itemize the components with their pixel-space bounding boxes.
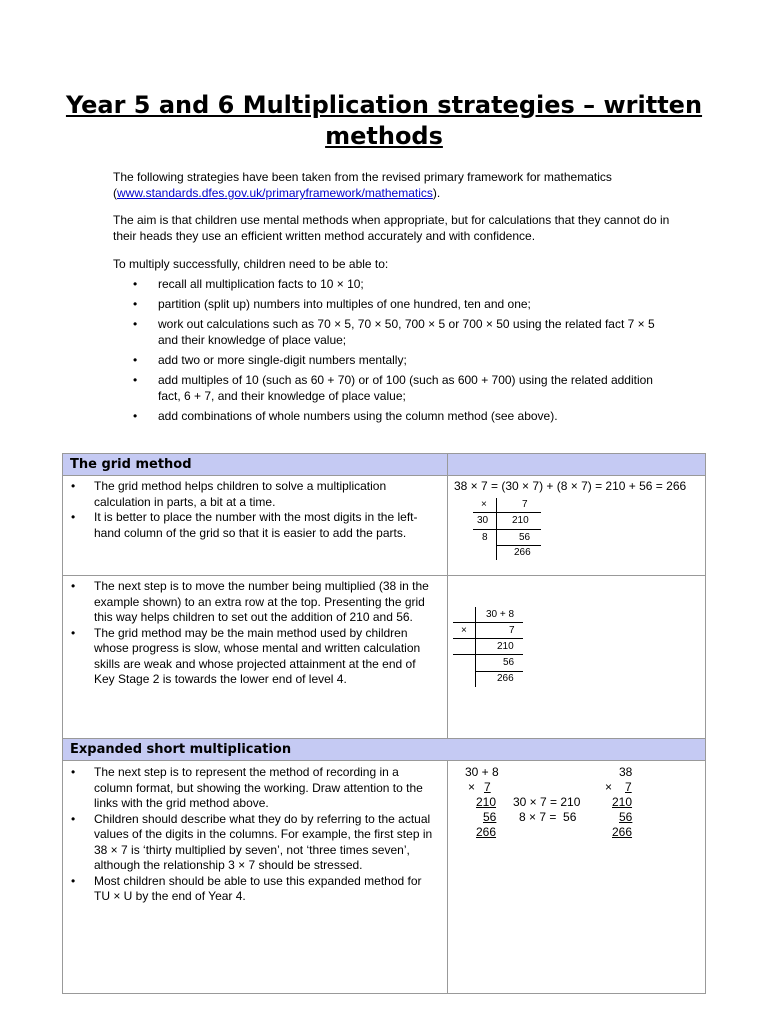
list-item: • add two or more single-digit numbers mentally; — [133, 353, 407, 367]
list-item: • The next step is to move the number being multiplied (38 in the example shown) to an extra row at the top. Presenting the grid this way helps children to set out the addition of 210 and 56. — [71, 579, 429, 624]
list-item: • partition (split up) numbers into multiples of one hundred, ten and one; — [133, 297, 531, 311]
bullet-icon: • — [71, 873, 76, 888]
bullet-icon: • — [133, 297, 138, 311]
times-sign: × — [461, 625, 467, 636]
grid-method-row1-text — [63, 479, 443, 541]
times-sign: × — [481, 499, 487, 510]
expanded-heading: Expanded short multiplication — [70, 742, 292, 757]
list-item: • recall all multiplication facts to 10 × 10; — [133, 277, 364, 291]
list-item: • The grid method may be the main method used by children whose progress is slow, whose mental and written calculation skills are weak and whose projected attainment at the end of Key Stage 2 is towards the lower end of level 4. — [71, 625, 421, 686]
column-divider — [447, 475, 448, 748]
list-item: • The next step is to represent the method of recording in a column format, but showing the working. Draw attention to the links with the grid method above. — [71, 765, 423, 810]
list-item: • The grid method helps children to solve a multiplication calculation in parts, a bit at a time. — [71, 479, 387, 509]
bullet-icon: • — [71, 479, 76, 493]
row-divider — [63, 575, 705, 576]
bullet-icon: • — [71, 510, 76, 524]
bullet-icon: • — [133, 409, 138, 423]
intro-source-end: ). — [432, 186, 441, 200]
list-item: • add multiples of 10 (such as 60 + 70) or of 100 (such as 600 + 700) using the related addition fact, 6 + 7, and their knowledge of place value; — [133, 373, 653, 403]
bullet-icon: • — [133, 317, 138, 331]
grid-method-header — [63, 454, 705, 476]
grid-method-row2-text — [63, 579, 443, 688]
bullet-icon: • — [71, 625, 76, 640]
bullet-icon: • — [133, 373, 138, 387]
intro-paragraph-source — [113, 169, 673, 201]
list-item: • It is better to place the number with the most digits in the left-hand column of the grid so that it is easier to add the parts. — [71, 510, 418, 540]
requirements-list — [113, 276, 673, 428]
intro-paragraph-requirements: To multiply successfully, children need to be able to: — [113, 257, 389, 271]
grid-equation: 38 × 7 = (30 × 7) + (8 × 7) = 210 + 56 = 266 — [454, 479, 687, 493]
bullet-icon: • — [71, 579, 76, 593]
intro-source-text: The following strategies have been taken from the revised primary framework for mathematics ( — [113, 170, 612, 200]
intro-paragraph-aim: The aim is that children use mental methods when appropriate, but for calculations that they cannot do in their heads they use an efficient written method accurately and with confidence. — [113, 213, 670, 243]
framework-link[interactable]: www.standards.dfes.gov.uk/primaryframework/mathematics — [117, 186, 433, 200]
list-item: • Children should describe what they do by referring to the actual values of the digits in the columns. For example, the first step in 38 × 7 is ‘thirty multiplied by seven’, not ‘three times seven’, although the relationship 3 × 7 should be stressed. — [71, 811, 433, 872]
strategies-table: The grid method • The grid method helps children to solve a multiplication calculation in parts, a bit at a time. • It is better to place the number with the most digits in the left-hand column of the grid so that it is easier to add the parts. 38 × 7 = (30 × 7) + (8 × 7) = 210 + 56 = 266 × 7 30 210 8 56 266 • The next step is to move the number being multiplied (38 in the example shown) to an extra row at the top. Presenting the grid this way helps children to set out the addition of 210 and 56. • The grid method may be the main method used by children whose progress is slow, whose mental and written calculation skills are weak and whose projected attainment at the end of Key Stage 2 is towards the lower end of level 4. 30 + 8 × 7 210 56 266 Expanded short multiplication • The next step is to represent the method of recording in a column format, but showing the working. Draw attention to the links with the grid method above. • Children should describe what they do by referring to the actual values of the digits in the columns. For example, the first step in 38 × 7 is ‘thirty multiplied by seven’, not ‘three times seven’, although the relationship 3 × 7 should be stressed. • Most children should be able to use this expanded method for TU × U by the end of Year 4. 30 + 8 × 7 210 56 266 30 × 7 = 210 8 × 7 = 56 38 × 7 210 56 266 — [62, 453, 706, 994]
page-title: Year 5 and 6 Multiplication strategies – written methods — [65, 91, 703, 150]
list-item: • work out calculations such as 70 × 5, 70 × 50, 700 × 5 or 700 × 50 using the related fact 7 × 5 and their knowledge of place value; — [133, 317, 655, 347]
bullet-icon: • — [71, 765, 76, 779]
bullet-icon: • — [133, 277, 138, 291]
bullet-icon: • — [133, 353, 138, 367]
list-item: • Most children should be able to use this expanded method for TU × U by the end of Year 4. — [71, 873, 422, 903]
list-item: • add combinations of whole numbers using the column method (see above). — [133, 409, 558, 423]
bullet-icon: • — [71, 811, 76, 826]
grid-method-heading: The grid method — [70, 457, 192, 472]
column-divider — [447, 761, 448, 994]
expanded-header — [63, 739, 705, 761]
expanded-text — [63, 765, 443, 905]
